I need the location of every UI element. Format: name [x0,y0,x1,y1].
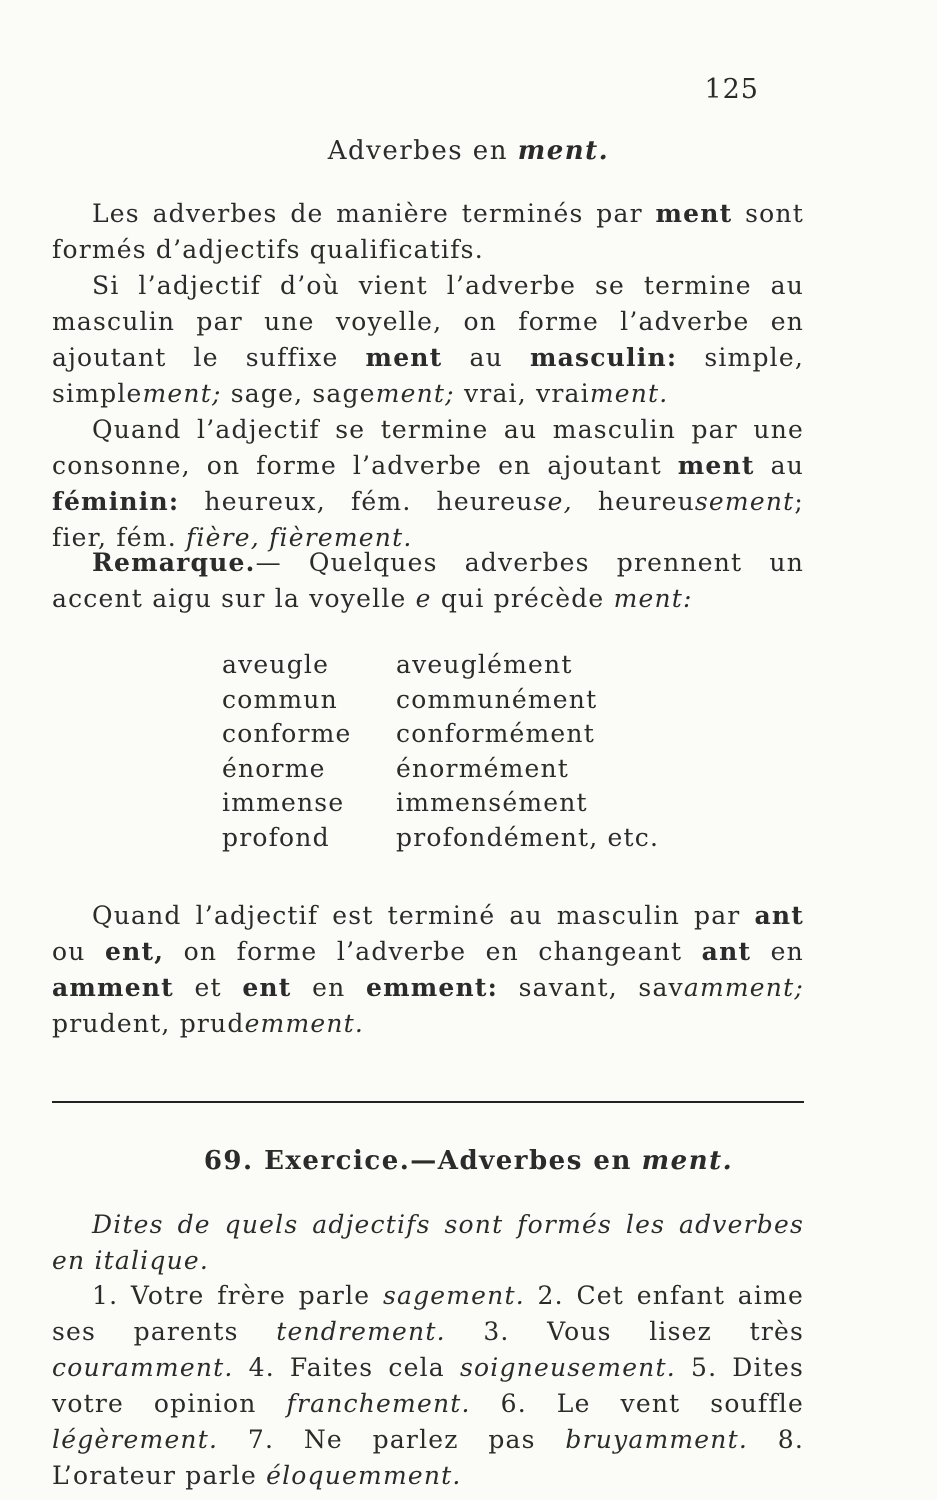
text: sont formés d’adjectifs qualificatifs. [52,199,804,264]
keyword: amment [52,973,174,1002]
keyword: ent, [105,937,165,966]
text: au [469,343,503,372]
text: 1. Votre frère parle [92,1281,371,1310]
keyword: féminin: [52,487,180,516]
italic-text: ment; [375,379,455,408]
italic-text: franchement. [286,1389,471,1418]
text: ; fier, fém. [52,487,805,552]
text: en [770,937,804,966]
italic-text: ment: [613,584,693,613]
italic-text: sagement. [382,1281,525,1310]
word-pair-row [222,683,659,718]
adjective-cell: commun [222,684,338,714]
text: en [312,973,346,1002]
italic-text: ment. [589,379,669,408]
italic-text: sement [694,487,795,516]
adjective-cell: profond [222,822,330,852]
italic-text: se, [533,487,573,516]
text: 2. Cet enfant aime ses parents [52,1281,804,1346]
text: Quand l’adjectif est terminé au masculin par [92,901,741,930]
text: vrai, vrai [463,379,590,408]
exercise-title-text: 69. Exercice.—Adverbes en [203,1146,632,1176]
italic-text: légèrement. [52,1425,219,1454]
italic-text: bruyamment. [565,1425,748,1454]
word-pair-row [222,717,659,752]
text: 6. Le vent souffle [500,1389,804,1418]
italic-text: soigneusement. [459,1353,676,1382]
text: heureu [597,487,695,516]
text: prudent, prud [52,1009,245,1038]
keyword: ment [365,343,443,372]
italic-text: e [415,584,432,613]
text: 7. Ne parlez pas [247,1425,536,1454]
paragraph-rule-consonant [52,412,804,556]
divider [52,1101,804,1103]
text: qui précède [440,584,605,613]
keyword: ment [655,199,733,228]
adjective-cell: énorme [222,753,326,783]
text: simple, simple [52,343,804,408]
text: 5. Dites votre opinion [52,1353,804,1418]
italic-text: ment; [142,379,222,408]
word-pair-row [222,786,659,821]
italic-text: amment; [683,973,804,1002]
text: au [770,451,804,480]
exercise-title [0,1146,937,1176]
keyword: emment: [365,973,499,1002]
word-pair-row [222,752,659,787]
italic-text: fièrement. [269,523,413,552]
exercise-title-emphasis: ment. [641,1146,734,1176]
section-title [0,136,937,166]
paragraph-rule-vowel [52,268,804,412]
word-pairs-table [222,648,659,855]
adverb-cell: aveuglément [396,650,573,679]
exercise-sentences [52,1278,804,1494]
paragraph-definition [52,196,804,268]
page-number: 125 [704,74,759,105]
text: et [194,973,222,1002]
paragraph-remark [52,545,804,617]
paragraph-rule-ant-ent [52,898,804,1042]
keyword: ent [242,973,292,1002]
adjective-cell: aveugle [222,650,330,679]
text: — Quelques adverbes prennent un accent aigu sur la voyelle [52,548,804,613]
keyword: Remarque. [92,548,256,577]
keyword: ant [754,901,804,930]
text: 8. L’orateur parle [52,1425,804,1490]
keyword: ment [677,451,755,480]
adverb-cell: immensément [396,788,588,817]
text: 4. Faites cela [248,1353,445,1382]
italic-text: tendrement. [276,1317,446,1346]
adverb-cell: énormément [396,753,570,783]
word-pair-row [222,821,659,856]
word-pair-row [222,648,659,683]
adjective-cell: conforme [222,719,352,748]
italic-text: fière, [186,523,260,552]
section-title-text: Adverbes en [327,136,508,166]
text: Dites de quels adjectifs sont formés les adverbes en italique. [52,1210,804,1275]
italic-text: éloquemment. [266,1461,462,1490]
text: 3. Vous lisez très [483,1317,805,1346]
text: Les adverbes de manière terminés par [92,199,643,228]
text: heureux, fém. heureu [204,487,534,516]
keyword: masculin: [529,343,678,372]
adverb-cell: conformément [396,719,595,748]
exercise-instruction [52,1207,804,1279]
section-title-emphasis: ment. [517,136,610,166]
adverb-cell: profondément, etc. [396,822,660,852]
italic-text: emment. [244,1009,365,1038]
keyword: ant [701,937,752,966]
italic-text: couramment. [52,1353,234,1382]
text: savant, sav [518,973,684,1002]
text: ou [52,937,86,966]
text: on forme l’adverbe en changeant [183,937,683,966]
adjective-cell: immense [222,788,345,817]
text: Si l’adjectif d’où vient l’adverbe se termine au masculin par une voyelle, on forme l’adverbe en ajoutant le suffixe [52,271,804,372]
adverb-cell: communément [396,684,598,714]
text: sage, sage [230,379,376,408]
text: Quand l’adjectif se termine au masculin par une consonne, on forme l’adverbe en ajoutant [52,415,804,480]
